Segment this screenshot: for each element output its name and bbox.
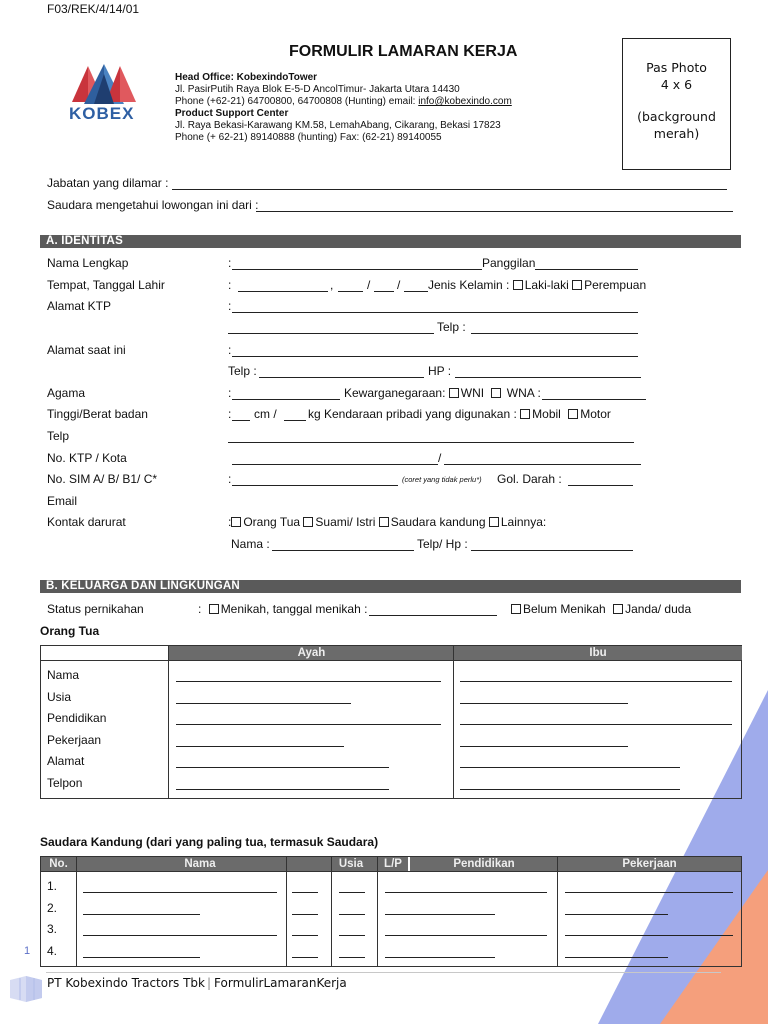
siblings-col-job: Pekerjaan bbox=[558, 857, 741, 871]
ktp-sep: / bbox=[438, 451, 442, 465]
current-telp-field[interactable] bbox=[259, 377, 424, 378]
sibling-age-field[interactable] bbox=[292, 957, 318, 958]
name-field[interactable] bbox=[232, 269, 482, 270]
sibling-gender-field[interactable] bbox=[339, 935, 365, 936]
birth-month-field[interactable] bbox=[374, 291, 394, 292]
ktp-telp-field[interactable] bbox=[471, 333, 638, 334]
sibling-job-field[interactable] bbox=[565, 892, 733, 893]
siblings-col-divider bbox=[377, 857, 378, 966]
ktp-address-field[interactable] bbox=[232, 312, 638, 313]
mother-education-field[interactable] bbox=[460, 724, 732, 725]
siblings-col-age: Usia bbox=[324, 857, 378, 871]
blood-label: Gol. Darah : bbox=[497, 472, 562, 486]
parents-col-mother: Ibu bbox=[454, 646, 742, 660]
mother-name-field[interactable] bbox=[460, 681, 732, 682]
section-a-header: A. IDENTITAS bbox=[40, 235, 741, 248]
gender-female-label: Perempuan bbox=[584, 278, 647, 292]
gender-row bbox=[428, 278, 646, 292]
label-telp-2: Telp : bbox=[228, 364, 257, 378]
footer-divider bbox=[46, 972, 721, 973]
parents-row-label: Nama bbox=[47, 668, 80, 682]
sibling-gender-field[interactable] bbox=[339, 957, 365, 958]
mother-age-field[interactable] bbox=[460, 703, 628, 704]
siblings-table bbox=[40, 856, 742, 967]
mother-job-field[interactable] bbox=[460, 746, 628, 747]
psc-phone: Phone (+ 62-21) 89140888 (hunting) Fax: (62-21) 89140055 bbox=[175, 132, 442, 143]
siblings-col-divider bbox=[76, 857, 77, 966]
gender-male-checkbox[interactable] bbox=[513, 280, 523, 290]
sibling-age-field[interactable] bbox=[292, 935, 318, 936]
parents-row-label: Pendidikan bbox=[47, 711, 107, 725]
height-field[interactable] bbox=[232, 420, 250, 421]
emergency-parent-label: Orang Tua bbox=[243, 515, 301, 529]
siblings-col-divider bbox=[331, 857, 332, 966]
marital-other-row bbox=[511, 602, 691, 616]
sibling-row-no: 4. bbox=[47, 944, 58, 958]
head-office-email-link[interactable]: info@kobexindo.com bbox=[418, 96, 512, 107]
label-ktp-no: No. KTP / Kota bbox=[47, 451, 127, 465]
footer-company: PT Kobexindo Tractors Tbk bbox=[47, 976, 205, 990]
emergency-name-label: Nama : bbox=[231, 537, 270, 551]
siblings-header-divider bbox=[41, 871, 741, 872]
position-label: Jabatan yang dilamar : bbox=[47, 176, 169, 190]
cm-label: cm / bbox=[254, 407, 277, 421]
emergency-options bbox=[228, 515, 546, 529]
parents-col-divider-1 bbox=[168, 646, 169, 798]
footer-text bbox=[47, 976, 347, 990]
colon: : bbox=[228, 343, 232, 357]
citizenship-row bbox=[344, 386, 541, 400]
sibling-gender-field[interactable] bbox=[339, 914, 365, 915]
emergency-spouse-label: Suami/ Istri bbox=[315, 515, 376, 529]
sibling-name-field[interactable] bbox=[83, 957, 200, 958]
footer-cube-icon bbox=[6, 974, 46, 1004]
sibling-gender-field[interactable] bbox=[339, 892, 365, 893]
birth-sep1: , bbox=[330, 278, 334, 292]
emergency-parent-checkbox[interactable] bbox=[231, 517, 241, 527]
photo-box-line4: merah) bbox=[653, 126, 700, 141]
wna-checkbox[interactable] bbox=[491, 388, 501, 398]
siblings-col-name: Nama bbox=[76, 857, 324, 871]
colon: : bbox=[228, 472, 232, 486]
parents-row-label: Usia bbox=[47, 690, 72, 704]
father-job-field[interactable] bbox=[176, 746, 344, 747]
sibling-job-field[interactable] bbox=[565, 935, 733, 936]
motor-label: Motor bbox=[580, 407, 611, 421]
citizenship-label: Kewarganegaraan: bbox=[344, 386, 446, 400]
label-telp: Telp : bbox=[437, 320, 466, 334]
sibling-row-no: 3. bbox=[47, 922, 58, 936]
head-office-phone-text: Phone (+62-21) 64700800, 64700808 (Hunting) email: bbox=[175, 96, 419, 107]
sibling-row-no: 2. bbox=[47, 901, 58, 915]
sibling-age-field[interactable] bbox=[292, 914, 318, 915]
gender-label: Jenis Kelamin : bbox=[428, 278, 510, 292]
sibling-education-field[interactable] bbox=[385, 914, 495, 915]
photo-box-line1: Pas Photo bbox=[646, 60, 707, 75]
footer-doc-name: FormulirLamaranKerja bbox=[214, 976, 347, 990]
sibling-education-field[interactable] bbox=[385, 935, 547, 936]
emergency-other-label: Lainnya: bbox=[500, 515, 547, 529]
gender-male-label: Laki-laki bbox=[524, 278, 569, 292]
single-label: Belum Menikah bbox=[523, 602, 606, 616]
section-b-header: B. KELUARGA DAN LINGKUNGAN bbox=[40, 580, 741, 593]
current-address-field[interactable] bbox=[232, 356, 638, 357]
photo-box[interactable] bbox=[622, 38, 731, 170]
colon: : bbox=[228, 299, 232, 313]
car-label: Mobil bbox=[532, 407, 561, 421]
sibling-name-field[interactable] bbox=[83, 892, 277, 893]
emergency-name-field[interactable] bbox=[272, 550, 414, 551]
wna-label: WNA : bbox=[506, 386, 541, 400]
label-marital: Status pernikahan bbox=[47, 602, 144, 616]
psc-label: Product Support Center bbox=[175, 108, 289, 119]
document-code: F03/REK/4/14/01 bbox=[47, 2, 140, 16]
single-checkbox[interactable] bbox=[511, 604, 521, 614]
birth-year-field[interactable] bbox=[404, 291, 428, 292]
sibling-education-field[interactable] bbox=[385, 957, 495, 958]
siblings-title: Saudara Kandung (dari yang paling tua, termasuk Saudara) bbox=[40, 835, 379, 849]
widow-label: Janda/ duda bbox=[625, 602, 692, 616]
sibling-row-no: 1. bbox=[47, 879, 58, 893]
head-office-label: Head Office: KobexindoTower bbox=[175, 72, 318, 83]
psc-address: Jl. Raya Bekasi-Karawang KM.58, LemahAbang, Cikarang, Bekasi 17823 bbox=[175, 120, 501, 131]
parents-table bbox=[40, 645, 742, 799]
page-number: 1 bbox=[24, 945, 31, 957]
emergency-sibling-label: Saudara kandung bbox=[390, 515, 486, 529]
siblings-col-divider bbox=[557, 857, 558, 966]
parents-row-label: Alamat bbox=[47, 754, 85, 768]
colon: : bbox=[198, 602, 202, 616]
birth-sep2: / bbox=[367, 278, 371, 292]
phone-field[interactable] bbox=[228, 442, 634, 443]
colon: : bbox=[228, 515, 232, 529]
father-address-field[interactable] bbox=[176, 767, 389, 768]
motor-checkbox[interactable] bbox=[568, 409, 578, 419]
emergency-phone-field[interactable] bbox=[471, 550, 633, 551]
gender-female-checkbox[interactable] bbox=[572, 280, 582, 290]
parents-row-label: Pekerjaan bbox=[47, 733, 102, 747]
emergency-spouse-checkbox[interactable] bbox=[303, 517, 313, 527]
sim-note: (coret yang tidak perlu*) bbox=[402, 475, 482, 484]
father-name-field[interactable] bbox=[176, 681, 441, 682]
sibling-job-field[interactable] bbox=[565, 914, 668, 915]
ktp-no-field[interactable] bbox=[232, 464, 438, 465]
father-age-field[interactable] bbox=[176, 703, 351, 704]
marital-married-row bbox=[198, 602, 367, 616]
nickname-field[interactable] bbox=[535, 269, 638, 270]
label-birth: Tempat, Tanggal Lahir bbox=[47, 278, 165, 292]
married-label: Menikah, tanggal menikah : bbox=[220, 602, 368, 616]
married-checkbox[interactable] bbox=[209, 604, 219, 614]
colon: : bbox=[228, 407, 232, 421]
label-nickname: Panggilan bbox=[482, 256, 536, 270]
ktp-city-field[interactable] bbox=[444, 464, 641, 465]
sibling-age-field[interactable] bbox=[292, 892, 318, 893]
parents-col-father: Ayah bbox=[169, 646, 454, 660]
wni-label: WNI bbox=[460, 386, 485, 400]
emergency-other-checkbox[interactable] bbox=[489, 517, 499, 527]
head-office-phone bbox=[175, 96, 615, 108]
head-office-address: Jl. PasirPutih Raya Blok E-5-D AncolTimur- Jakarta Utara 14430 bbox=[175, 84, 460, 95]
siblings-col-education: Pendidikan bbox=[410, 857, 558, 871]
blood-field[interactable] bbox=[568, 485, 633, 486]
married-date-field[interactable] bbox=[369, 615, 497, 616]
siblings-col-no: No. bbox=[41, 857, 76, 871]
label-religion: Agama bbox=[47, 386, 86, 400]
sibling-name-field[interactable] bbox=[83, 914, 200, 915]
parents-row-label: Telpon bbox=[47, 776, 83, 790]
label-emergency: Kontak darurat bbox=[47, 515, 126, 529]
father-education-field[interactable] bbox=[176, 724, 441, 725]
source-label: Saudara mengetahui lowongan ini dari : bbox=[47, 198, 259, 212]
birth-place-field[interactable] bbox=[238, 291, 328, 292]
label-current-address: Alamat saat ini bbox=[47, 343, 126, 357]
sibling-education-field[interactable] bbox=[385, 892, 547, 893]
footer-sep: | bbox=[207, 976, 212, 990]
wni-checkbox[interactable] bbox=[449, 388, 459, 398]
car-checkbox[interactable] bbox=[520, 409, 530, 419]
mother-phone-field[interactable] bbox=[460, 789, 680, 790]
source-field[interactable] bbox=[256, 211, 733, 212]
form-title: FORMULIR LAMARAN KERJA bbox=[289, 43, 518, 60]
label-ktp-address: Alamat KTP bbox=[47, 299, 112, 313]
ktp-address-field-2[interactable] bbox=[228, 333, 434, 334]
label-hp: HP : bbox=[428, 364, 452, 378]
kobex-logo bbox=[66, 62, 142, 124]
vehicle-row bbox=[308, 407, 611, 421]
sim-field[interactable] bbox=[232, 485, 398, 486]
siblings-col-divider bbox=[286, 857, 287, 966]
birth-sep3: / bbox=[397, 278, 401, 292]
wna-field[interactable] bbox=[542, 399, 646, 400]
label-phone: Telp bbox=[47, 429, 70, 443]
weight-field[interactable] bbox=[284, 420, 306, 421]
position-field[interactable] bbox=[172, 189, 727, 190]
office-info bbox=[175, 72, 615, 144]
photo-box-line2: 4 x 6 bbox=[660, 77, 693, 92]
birth-day-field[interactable] bbox=[338, 291, 363, 292]
label-height-weight: Tinggi/Berat badan bbox=[47, 407, 148, 421]
widow-checkbox[interactable] bbox=[613, 604, 623, 614]
colon: : bbox=[228, 386, 232, 400]
parents-header-divider bbox=[41, 660, 741, 661]
label-name: Nama Lengkap bbox=[47, 256, 129, 270]
colon: : bbox=[228, 278, 232, 292]
emergency-sibling-checkbox[interactable] bbox=[379, 517, 389, 527]
current-hp-field[interactable] bbox=[455, 377, 641, 378]
sibling-job-field[interactable] bbox=[565, 957, 668, 958]
parents-title: Orang Tua bbox=[40, 624, 100, 638]
siblings-col-gender: L/P bbox=[378, 857, 408, 871]
colon: : bbox=[228, 256, 232, 270]
photo-box-line3: (background bbox=[637, 109, 716, 124]
sibling-name-field[interactable] bbox=[83, 935, 277, 936]
parents-col-divider-2 bbox=[453, 646, 454, 798]
emergency-phone-label: Telp/ Hp : bbox=[417, 537, 468, 551]
mother-address-field[interactable] bbox=[460, 767, 680, 768]
siblings-col-gender-spacer bbox=[378, 857, 410, 871]
kg-vehicle-label: kg Kendaraan pribadi yang digunakan : bbox=[308, 407, 517, 421]
label-sim: No. SIM A/ B/ B1/ C* bbox=[47, 472, 158, 486]
father-phone-field[interactable] bbox=[176, 789, 389, 790]
religion-field[interactable] bbox=[232, 399, 340, 400]
kobex-logo-mark bbox=[66, 62, 142, 106]
label-email: Email bbox=[47, 494, 78, 508]
logo-text: KOBEX bbox=[69, 104, 135, 123]
